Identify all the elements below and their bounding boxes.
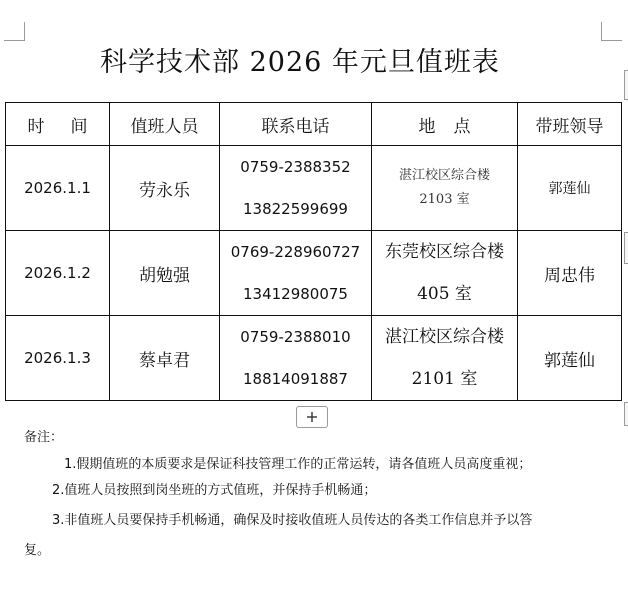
header-location: 地点 (372, 103, 518, 146)
header-staff: 值班人员 (110, 103, 220, 146)
location-building: 湛江校区综合楼 (385, 327, 504, 347)
date-cell: 2026.1.2 (6, 231, 110, 316)
phone-cell (220, 316, 372, 401)
crop-mark-top-right (601, 22, 622, 41)
document-title: 科学技术部 2026 年元旦值班表 (100, 47, 500, 78)
header-leader: 带班领导 (518, 103, 622, 146)
table-row (6, 231, 622, 316)
leader-cell: 郭莲仙 (518, 316, 622, 401)
add-row-button[interactable] (296, 406, 328, 428)
leader-cell: 郭莲仙 (518, 146, 622, 231)
date-cell: 2026.1.1 (6, 146, 110, 231)
note-item-3: 3.非值班人员要保持手机畅通，确保及时接收值班人员传达的各类工作信息并予以答 (52, 513, 533, 528)
office-phone: 0759-2388010 (240, 328, 351, 346)
office-phone: 0769-228960727 (230, 243, 361, 261)
notes-label: 备注： (24, 430, 64, 445)
plus-icon (306, 411, 318, 423)
mobile-phone: 13822599699 (243, 200, 348, 218)
office-phone: 0759-2388352 (240, 158, 351, 176)
staff-cell: 劳永乐 (110, 146, 220, 231)
staff-cell: 胡勉强 (110, 231, 220, 316)
note-item-3-continuation: 复。 (24, 543, 51, 558)
date-cell: 2026.1.3 (6, 316, 110, 401)
page-edge-marker (624, 402, 628, 426)
phone-cell (220, 146, 372, 231)
note-item-1: 1.假期值班的本质要求是保证科技管理工作的正常运转，请各值班人员高度重视； (64, 457, 532, 472)
location-cell (372, 231, 518, 316)
location-building: 湛江校区综合楼 (398, 168, 490, 183)
crop-mark-top-left (4, 22, 25, 41)
page-edge-marker (624, 232, 628, 264)
duty-table (5, 102, 622, 401)
location-cell (372, 146, 518, 231)
location-room: 405 室 (417, 284, 472, 304)
header-time: 时间 (6, 103, 110, 146)
page-edge-marker (624, 70, 628, 100)
location-cell (372, 316, 518, 401)
staff-cell: 蔡卓君 (110, 316, 220, 401)
location-building: 东莞校区综合楼 (385, 242, 504, 262)
table-header-row (6, 103, 622, 146)
mobile-phone: 18814091887 (243, 370, 348, 388)
header-phone: 联系电话 (220, 103, 372, 146)
location-room: 2103 室 (419, 192, 470, 207)
mobile-phone: 13412980075 (243, 285, 348, 303)
leader-cell: 周忠伟 (518, 231, 622, 316)
location-room: 2101 室 (411, 369, 478, 389)
phone-cell (220, 231, 372, 316)
table-row (6, 316, 622, 401)
table-row (6, 146, 622, 231)
note-item-2: 2.值班人员按照到岗坐班的方式值班，并保持手机畅通； (52, 483, 377, 498)
